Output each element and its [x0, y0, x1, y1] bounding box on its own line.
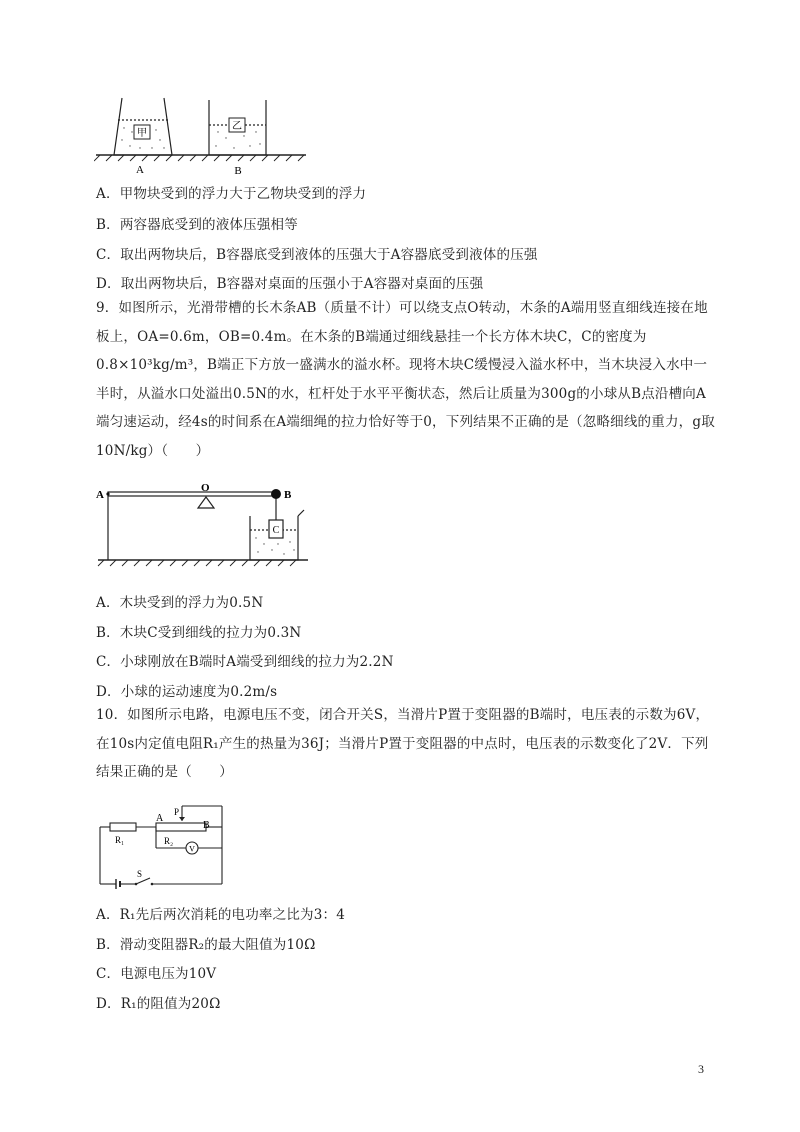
q10-option-a: A．R₁先后两次消耗的电功率之比为3：4	[96, 907, 346, 923]
q8-option-c: C．取出两物块后，B容器底受到液体的压强大于A容器底受到液体的压强	[96, 247, 538, 263]
q9-option-b: B．木块C受到细线的拉力为0.3N	[96, 625, 302, 641]
q10-stem: 10．如图所示电路，电源电压不变，闭合开关S，当滑片P置于变阻器的B端时，电压表的示数为6V，在10s内定值电阻R₁产生的热量为36J；当滑片P置于变阻器的中点时，电压表的示数变化了2V．下列结果正确的是（ ）	[96, 707, 710, 780]
block-a-label: 甲	[137, 128, 147, 139]
container-a-label: A	[136, 164, 144, 176]
q10-option-d: D．R₁的阻值为20Ω	[96, 996, 221, 1012]
page-number: 3	[698, 1062, 704, 1076]
switch-s-label: S	[137, 869, 143, 879]
q9-option-d: D．小球的运动速度为0.2m/s	[96, 684, 278, 700]
q9-option-c: C．小球刚放在B端时A端受到细线的拉力为2.2N	[96, 654, 394, 670]
r1-label: R₁	[115, 835, 125, 845]
circuit-p-label: P	[174, 807, 180, 817]
block-c-label: C	[272, 525, 280, 536]
q9-stem: 9．如图所示，光滑带槽的长木条AB（质量不计）可以绕支点O转动，木条的A端用竖直细线连接在地板上，OA=0.6m，OB=0.4m。在木条的B端通过细线悬挂一个长方体木块C，C的密度为0.8×10³kg/m³，B端正下方放一盛满水的溢水杯。现将木块C缓慢浸入溢水杯中，当木块浸入水中一半时，从溢水口处溢出0.5N的水，杠杆处于水平平衡状态，然后让质量为300g的小球从B点沿槽向A端匀速运动，经4s的时间系在A端细绳的拉力恰好等于0，下列结果不正确的是（忽略细线的重力，g取10N/kg）（ ）	[96, 300, 715, 459]
q10-option-c: C．电源电压为10V	[96, 966, 217, 982]
q8-option-a: A．甲物块受到的浮力大于乙物块受到的浮力	[96, 186, 367, 202]
lever-figure	[94, 480, 314, 568]
lever-a-label: A	[96, 489, 104, 501]
q10-option-b: B．滑动变阻器R₂的最大阻值为10Ω	[96, 937, 316, 953]
voltmeter-label: V	[189, 844, 195, 854]
circuit-figure	[94, 800, 240, 892]
container-b-label: B	[234, 165, 242, 177]
block-b-label: 乙	[232, 121, 242, 132]
circuit-a-label: A	[156, 813, 164, 824]
r2-label: R₂	[164, 836, 174, 846]
q8-option-b: B．两容器底受到的液体压强相等	[96, 217, 298, 233]
q8-option-d: D．取出两物块后，B容器对桌面的压强小于A容器对桌面的压强	[96, 276, 484, 292]
two-containers-figure	[94, 96, 314, 178]
lever-o-label: O	[201, 482, 210, 494]
lever-b-label: B	[284, 489, 292, 501]
q9-option-a: A．木块受到的浮力为0.5N	[96, 595, 264, 611]
circuit-b-label: B	[203, 820, 210, 831]
